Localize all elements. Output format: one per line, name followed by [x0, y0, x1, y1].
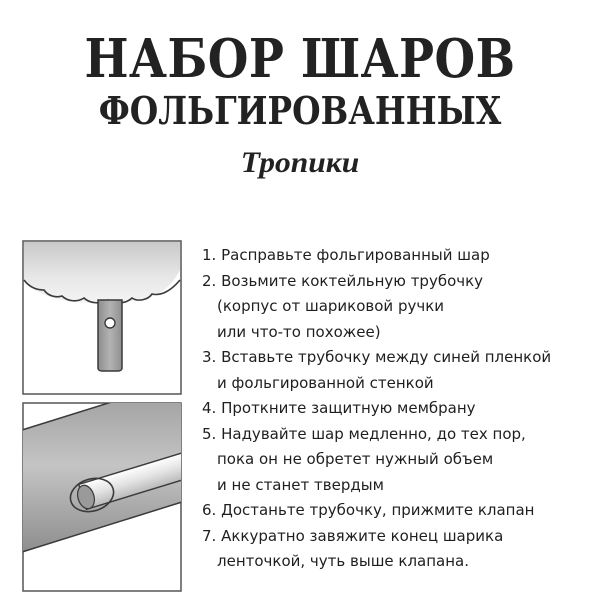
step-text: (корпус от шариковой ручки: [217, 297, 445, 315]
step-text: Проткните защитную мембрану: [221, 399, 476, 417]
instruction-step-3: [202, 345, 594, 371]
straw-in-valve-icon: [22, 402, 182, 592]
instruction-step-2-continued: [202, 294, 594, 320]
step-number: 1.: [202, 246, 217, 264]
step-text: Аккуратно завяжите конец шарика: [221, 526, 504, 545]
page-title-line-2: ФОЛЬГИРОВАННЫХ: [98, 88, 502, 133]
straw-insertion-illustration: [22, 402, 182, 592]
step-text: Надувайте шар медленно, до тех пор,: [221, 424, 526, 443]
instruction-step-3-continued: [202, 371, 594, 397]
step-text: пока он не обретет нужный объем: [217, 450, 494, 468]
instruction-step-5-continued: [202, 473, 594, 499]
page-title: НАБОР ШАРОВ: [84, 28, 516, 90]
step-text: или что-то похожее): [217, 322, 381, 341]
step-text: и не станет твердым: [217, 475, 384, 494]
step-text: Расправьте фольгированный шар: [221, 246, 490, 264]
step-number: 7.: [202, 526, 217, 545]
step-text: ленточкой, чуть выше клапана.: [217, 552, 470, 570]
instruction-step-7: [202, 524, 594, 550]
step-text: Достаньте трубочку, прижмите клапан: [221, 501, 535, 519]
step-number: 5.: [202, 424, 217, 443]
instruction-step-4: [202, 396, 594, 422]
instruction-step-2: [202, 269, 594, 295]
instruction-step-1: [202, 243, 594, 269]
step-number: 6.: [202, 501, 217, 519]
instruction-list: [202, 243, 594, 575]
instruction-step-2-continued: [202, 320, 594, 346]
instruction-step-7-continued: [202, 549, 594, 575]
step-text: Возьмите коктейльную трубочку: [221, 271, 484, 290]
step-number: 2.: [202, 271, 217, 290]
page-subtitle: Тропики: [240, 146, 360, 179]
balloon-valve-icon: [22, 240, 182, 395]
step-text: и фольгированной стенкой: [217, 373, 434, 392]
step-text: Вставьте трубочку между синей пленкой: [221, 348, 552, 366]
instruction-step-5: [202, 422, 594, 448]
step-number: 4.: [202, 399, 217, 417]
step-number: 3.: [202, 348, 217, 366]
balloon-valve-illustration: [22, 240, 182, 395]
instruction-step-5-continued: [202, 447, 594, 473]
instruction-step-6: [202, 498, 594, 524]
